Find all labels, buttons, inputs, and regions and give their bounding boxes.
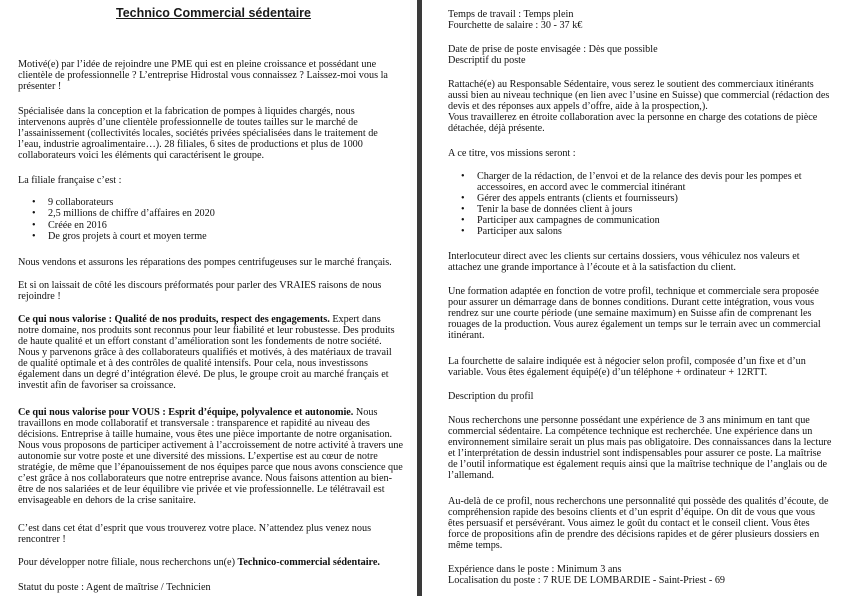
mission-line: Tenir la base de données client à jours <box>477 204 633 215</box>
interlocuteur-line: Interlocuteur direct avec les clients sur certains dossiers, vous véhiculez nos valeurs et <box>448 251 800 262</box>
reasons-line: rejoindre ! <box>18 291 61 302</box>
reasons-line: Et si on laissait de côté les discours préformatés pour parler des VRAIES raisons de nous <box>18 280 382 291</box>
list-item: • 9 collaborateurs <box>48 197 215 208</box>
formation-line: itinérant. <box>448 330 485 341</box>
vous-line: décisions. Entreprise à taille humaine, vous êtes une pièce importante de notre organisation. <box>18 429 393 440</box>
valorise-line: de qualité optimale et à des contrôles de qualité intensifs. Pour cela, nous investissons <box>18 358 368 369</box>
fourchette-line: La fourchette de salaire indiquée est à négocier selon profil, composée d’un fixe et d’un <box>448 356 806 367</box>
audela-line: Au-delà de ce profil, nous recherchons une personnalité qui possède des qualités d’écoute, de <box>448 496 829 507</box>
page-divider <box>417 0 422 596</box>
company-line: l’assainissement (collectivités locales, sociétés privées spécialisées dans le traitement de <box>18 128 378 139</box>
temps-line: Temps de travail : Temps plein <box>448 9 574 20</box>
company-line: collaborateurs voici les éléments qui caractérisent le groupe. <box>18 150 265 161</box>
bullet-icon: • <box>461 171 465 182</box>
list-item: • De gros projets à court et moyen terme <box>48 231 215 242</box>
rattache-line: devis et des réponses aux appels d’offre, aide à la prospection,). <box>448 101 708 112</box>
filiale-list <box>48 197 215 243</box>
rattache-line: détachée, déjà présente. <box>448 123 545 134</box>
vous-first-line <box>18 407 377 418</box>
formation-line: rendrez sur une courte période (une semaine maximum) en Suisse afin de comprenant les <box>448 308 812 319</box>
profil-title: Description du profil <box>448 391 534 402</box>
filiale-intro: La filiale française c’est : <box>18 175 122 186</box>
mission-line: Participer aux campagnes de communication <box>477 215 660 226</box>
left-page <box>0 0 416 596</box>
company-line: intervenons auprès d’une clientèle professionnelle de toutes tailles sur le marché de <box>18 117 358 128</box>
audela-line: compréhension rapide des besoins clients et d’un esprit d’équipe. On dit de vous que vous <box>448 507 815 518</box>
recherchons-line: l’allemand. <box>448 470 495 481</box>
intro-line: clientèle de professionnelle ? L’entreprise Hidrostal vous connaissez ? Laissez-moi vous la <box>18 70 388 81</box>
vous-line: stratégie, de même que l’épanouissement de nos équipes parce que nous avons conscience que <box>18 462 403 473</box>
valorise-heading: Ce qui nous valorise : Qualité de nos produits, respect des engagements. <box>18 314 330 325</box>
develop-line <box>18 557 380 568</box>
company-line: l’eau, industrie agroalimentaire…). 28 filiales, 6 sites de productions et plus de 1000 <box>18 139 363 150</box>
valorise-line: également dans un degré d’intégration élevé. De plus, le groupe croit au marché français et <box>18 369 389 380</box>
bullet-icon: • <box>461 226 465 237</box>
right-page <box>423 0 842 596</box>
vous-line: travaillons en mode collaboratif et transversale : transparence et rapidité au niveau des <box>18 418 370 429</box>
bullet-icon: • <box>461 193 465 204</box>
vous-line: Nous vous proposons de participer activement à l’accroissement de notre activité à travers une <box>18 440 404 451</box>
vous-line: autonomie sur votre poste et une diversité des missions. L’expertise est au cœur de notre <box>18 451 378 462</box>
state-line: rencontrer ! <box>18 534 66 545</box>
audela-line: êtes persuasif et persévérant. Vous aimez le goût du contact et le conseil client. Vous êtes <box>448 518 810 529</box>
mission-line: Charger de la rédaction, de l’envoi et de la relance des devis pour les pompes et <box>477 171 802 182</box>
sell-line: Nous vendons et assurons les réparations des pompes centrifugeuses sur le marché français. <box>18 257 392 268</box>
document-title: Technico Commercial sédentaire <box>116 6 311 20</box>
company-line: Spécialisée dans la conception et la fabrication de pompes à liquides chargés, nous <box>18 106 355 117</box>
fourchette-line: variable. Vous êtes également équipé(e) d’un téléphone + ordinateur + 12RTT. <box>448 367 768 378</box>
vous-first-rest: Nous <box>353 407 378 418</box>
list-item: • 2,5 millions de chiffre d’affaires en 2020 <box>48 208 215 219</box>
statut-line: Statut du poste : Agent de maîtrise / Technicien <box>18 582 211 593</box>
formation-line: pour assurer un démarrage dans de bonnes conditions. Durant cette intégration, vous vous <box>448 297 815 308</box>
audela-line: même temps. <box>448 540 503 551</box>
formation-line: rouages de la production. Vous aurez également un temps sur le terrain avec un commercial <box>448 319 821 330</box>
mission-line: Gérer des appels entrants (clients et fournisseurs) <box>477 193 678 204</box>
recherchons-line: environnement similaire serait un plus mais pas obligatoire. Des connaissances dans la lecture <box>448 437 832 448</box>
mission-line: Participer aux salons <box>477 226 562 237</box>
vous-line: être de nos salariées et de leur équilibre vie privée et vie professionnelle. Le télétravail est <box>18 484 385 495</box>
mission-line: accessoires, en accord avec le commercial itinérant <box>477 182 686 193</box>
rattache-line: Vous travaillerez en étroite collaboration avec la personne en charge des cotations de pièce <box>448 112 818 123</box>
bullet-icon: • <box>461 204 465 215</box>
vous-line: c’est grâce à nos collaborateurs que notre entreprise avance. Nous faisons attention au bien- <box>18 473 392 484</box>
recherchons-line: et l’interprétation de dessin industriel sont indispensables pour assurer ce poste. La maîtrise <box>448 448 822 459</box>
missions-intro: A ce titre, vos missions seront : <box>448 148 576 159</box>
descriptif-title: Descriptif du poste <box>448 55 526 66</box>
valorise-line: Nous y parvenons grâce à des collaborateurs qualifiés et motivés, à des matériaux de travail <box>18 347 392 358</box>
experience-line: Expérience dans le poste : Minimum 3 ans <box>448 564 622 575</box>
valorise-line: de haute qualité et un effort constant d’amélioration sont les fondements de notre société. <box>18 336 382 347</box>
rattache-line: Rattaché(e) au Responsable Sédentaire, vous serez le soutient des commerciaux itinérants <box>448 79 814 90</box>
recherchons-line: Nous recherchons une personne possédant une expérience de 3 ans minimum en tant que <box>448 415 810 426</box>
valorise-first-line <box>18 314 381 325</box>
formation-line: Une formation adaptée en fonction de votre profil, technique et commerciale sera proposée <box>448 286 819 297</box>
interlocuteur-line: attachez une grande importance à l’écoute et à la satisfaction du client. <box>448 262 736 273</box>
intro-line: présenter ! <box>18 81 62 92</box>
audela-line: force de propositions afin de prendre des décisions rapides et de gérer plusieurs dossiers en <box>448 529 820 540</box>
salaire-line: Fourchette de salaire : 30 - 37 k€ <box>448 20 583 31</box>
valorise-line: investit afin de favoriser sa croissance. <box>18 380 176 391</box>
valorise-line: notre domaine, nos produits sont reconnus pour leur fiabilité et leur robustesse. Des produits <box>18 325 395 336</box>
state-line: C’est dans cet état d’esprit que vous trouverez votre place. N’attendez plus venez nous <box>18 523 372 534</box>
list-item: • Créée en 2016 <box>48 220 215 231</box>
rattache-line: aussi bien au niveau technique (en lien avec l’usine en Suisse) que commercial (rédaction des <box>448 90 830 101</box>
localisation-line: Localisation du poste : 7 RUE DE LOMBARDIE - Saint-Priest - 69 <box>448 575 726 586</box>
vous-line: envisageable en dehors de la crise sanitaire. <box>18 495 196 506</box>
develop-prefix: Pour développer notre filiale, nous recherchons un(e) <box>18 557 238 568</box>
intro-line: Motivé(e) par l’idée de rejoindre une PME qui est en pleine croissance et possédant une <box>18 59 377 70</box>
vous-heading: Ce qui nous valorise pour VOUS : Esprit d’équipe, polyvalence et autonomie. <box>18 407 354 418</box>
date-line: Date de prise de poste envisagée : Dès que possible <box>448 44 658 55</box>
bullet-icon: • <box>461 215 465 226</box>
valorise-first-rest: Expert dans <box>329 314 381 325</box>
recherchons-line: de l’outil informatique est également requis ainsi que la maîtrise technique de l’anglais ou de <box>448 459 828 470</box>
recherchons-line: commercial sédentaire. La compétence technique est recherchée. Une expérience dans un <box>448 426 813 437</box>
develop-job-title: Technico-commercial sédentaire. <box>237 557 380 568</box>
